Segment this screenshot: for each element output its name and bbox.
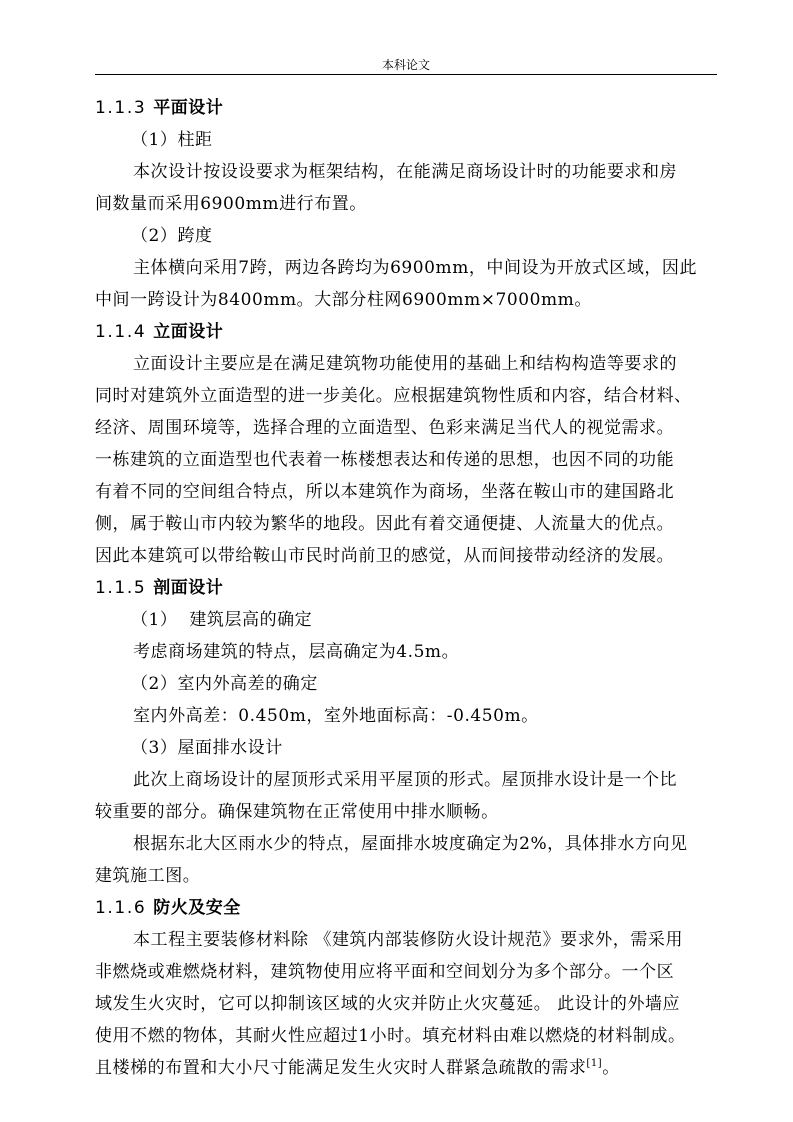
page-header: 本科论文	[381, 58, 430, 72]
document-body	[95, 92, 723, 1084]
section-heading-1-1-6	[95, 892, 723, 924]
paragraph-line: 间数量而采用6900mm进行布置。	[95, 194, 367, 214]
paragraph-line: 本工程主要装修材料除 《建筑内部装修防火设计规范》要求外，需采用	[133, 930, 684, 950]
section-heading-1-1-5	[95, 572, 723, 604]
paragraph-line: 本次设计按设设要求为框架结构，在能满足商场设计时的功能要求和房	[133, 162, 678, 182]
end-punctuation: 。	[602, 1058, 620, 1078]
section-number: 1.1.3	[95, 98, 147, 118]
paragraph-line: 域发生火灾时，它可以抑制该区域的火灾并防止火灾蔓延。 此设计的外墙应	[95, 994, 681, 1014]
paragraph-line: 立面设计主要应是在满足建筑物功能使用的基础上和结构构造等要求的	[133, 354, 678, 374]
paragraph-line: 使用不燃的物体，其耐火性应超过1小时。填充材料由难以燃烧的材料制成。	[95, 1026, 686, 1046]
subheading-elevation-difference: （2）室内外高差的确定	[131, 674, 318, 694]
paragraph-line: 建筑施工图。	[95, 866, 201, 886]
section-title: 立面设计	[153, 322, 224, 342]
section-number: 1.1.6	[95, 898, 147, 918]
subheading-roof-drainage: （3）屋面排水设计	[131, 738, 283, 758]
paragraph-line: 有着不同的空间组合特点，所以本建筑作为商场，坐落在鞍山市的建国路北	[95, 482, 675, 502]
section-title: 防火及安全	[153, 898, 241, 918]
paragraph-line: 非燃烧或难燃烧材料，建筑物使用应将平面和空间划分为多个部分。一个区	[95, 962, 675, 982]
paragraph-text: 且楼梯的布置和大小尺寸能满足发生火灾时人群紧急疏散的需求	[95, 1058, 587, 1078]
section-title: 平面设计	[153, 98, 224, 118]
paragraph-line: 同时对建筑外立面造型的进一步美化。应根据建筑物性质和内容，结合材料、	[95, 386, 692, 406]
paragraph-line: 较重要的部分。确保建筑物在正常使用中排水顺畅。	[95, 802, 499, 822]
section-title: 剖面设计	[153, 578, 224, 598]
citation-ref[interactable]: [1]	[586, 1058, 603, 1069]
paragraph-line-with-citation	[95, 1052, 723, 1084]
paragraph-line: 根据东北大区雨水少的特点，屋面排水坡度确定为2%，具体排水方向见	[133, 834, 688, 854]
paragraph-line: 中间一跨设计为8400mm。大部分柱网6900mm×7000mm。	[95, 290, 592, 310]
header-rule	[95, 74, 717, 75]
paragraph-line: 侧，属于鞍山市内较为繁华的地段。因此有着交通便捷、人流量大的优点。	[95, 514, 675, 534]
subheading-column-spacing: （1）柱距	[131, 130, 213, 150]
section-number: 1.1.5	[95, 578, 147, 598]
section-heading-1-1-4	[95, 316, 723, 348]
section-number: 1.1.4	[95, 322, 147, 342]
paragraph-line: 经济、周围环境等，选择合理的立面造型、色彩来满足当代人的视觉需求。	[95, 418, 675, 438]
paragraph-line: 因此本建筑可以带给鞍山市民时尚前卫的感觉，从而间接带动经济的发展。	[95, 546, 675, 566]
paragraph-line: 主体横向采用7跨，两边各跨均为6900mm，中间设为开放式区域，因此	[133, 258, 698, 278]
paragraph-line: 一栋建筑的立面造型也代表着一栋楼想表达和传递的思想，也因不同的功能	[95, 450, 675, 470]
subheading-floor-height: （1） 建筑层高的确定	[131, 610, 313, 630]
paragraph-line: 此次上商场设计的屋顶形式采用平屋顶的形式。屋顶排水设计是一个比	[133, 770, 678, 790]
paragraph-line: 考虑商场建筑的特点，层高确定为4.5m。	[133, 642, 460, 662]
paragraph-line: 室内外高差：0.450m，室外地面标高：-0.450m。	[133, 706, 539, 726]
subheading-span: （2）跨度	[131, 226, 213, 246]
section-heading-1-1-3	[95, 92, 723, 124]
